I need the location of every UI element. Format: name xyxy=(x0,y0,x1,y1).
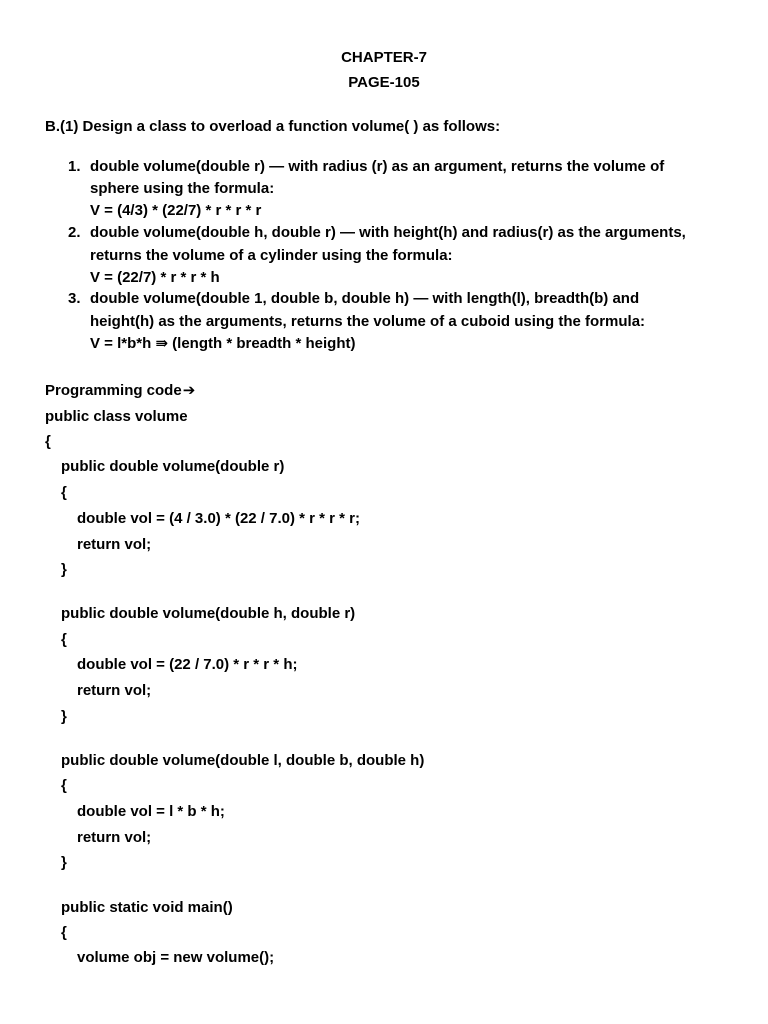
code-label-text: Programming code xyxy=(45,382,182,399)
list-item-text: returns the volume of a cylinder using the formula: xyxy=(90,247,453,264)
question-title: B.(1) Design a class to overload a function volume( ) as follows: xyxy=(45,118,501,135)
code-line: public class volume xyxy=(45,408,188,425)
code-line: } xyxy=(61,708,67,725)
formula: V = (22/7) * r * r * h xyxy=(90,269,220,286)
list-item-text: sphere using the formula: xyxy=(90,180,275,197)
list-item-text: double volume(double 1, double b, double h) — with length(l), breadth(b) and xyxy=(90,290,640,307)
code-line: return vol; xyxy=(77,829,152,846)
code-line: public double volume(double r) xyxy=(61,458,285,475)
list-item-text: height(h) as the arguments, returns the volume of a cuboid using the formula: xyxy=(90,313,646,330)
chapter-heading: CHAPTER-7 xyxy=(341,49,427,66)
code-line: volume obj = new volume(); xyxy=(77,949,275,966)
list-item-text: double volume(double r) — with radius (r) as an argument, returns the volume of xyxy=(90,158,665,175)
code-line: } xyxy=(61,561,67,578)
arrow-right-icon: ➔ xyxy=(182,382,196,399)
code-line: double vol = l * b * h; xyxy=(77,803,225,820)
code-line: double vol = (22 / 7.0) * r * r * h; xyxy=(77,656,298,673)
code-line: } xyxy=(61,854,67,871)
code-line: { xyxy=(61,484,67,501)
page-heading: PAGE-105 xyxy=(348,74,420,91)
code-label xyxy=(45,381,195,401)
formula: V = (4/3) * (22/7) * r * r * r xyxy=(90,202,262,219)
list-item-number: 2. xyxy=(68,224,81,241)
code-line: return vol; xyxy=(77,536,152,553)
list-item-number: 1. xyxy=(68,158,81,175)
formula: V = l*b*h ⇛ (length * breadth * height) xyxy=(90,335,356,352)
code-line: public static void main() xyxy=(61,899,233,916)
code-line: { xyxy=(61,631,67,648)
code-line: public double volume(double h, double r) xyxy=(61,605,356,622)
code-line: { xyxy=(61,924,67,941)
code-line: public double volume(double l, double b, double h) xyxy=(61,752,425,769)
code-line: { xyxy=(45,433,51,450)
list-item-text: double volume(double h, double r) — with height(h) and radius(r) as the arguments, xyxy=(90,224,686,241)
list-item-number: 3. xyxy=(68,290,81,307)
code-line: return vol; xyxy=(77,682,152,699)
code-line: double vol = (4 / 3.0) * (22 / 7.0) * r * r * r; xyxy=(77,510,361,527)
code-line: { xyxy=(61,777,67,794)
